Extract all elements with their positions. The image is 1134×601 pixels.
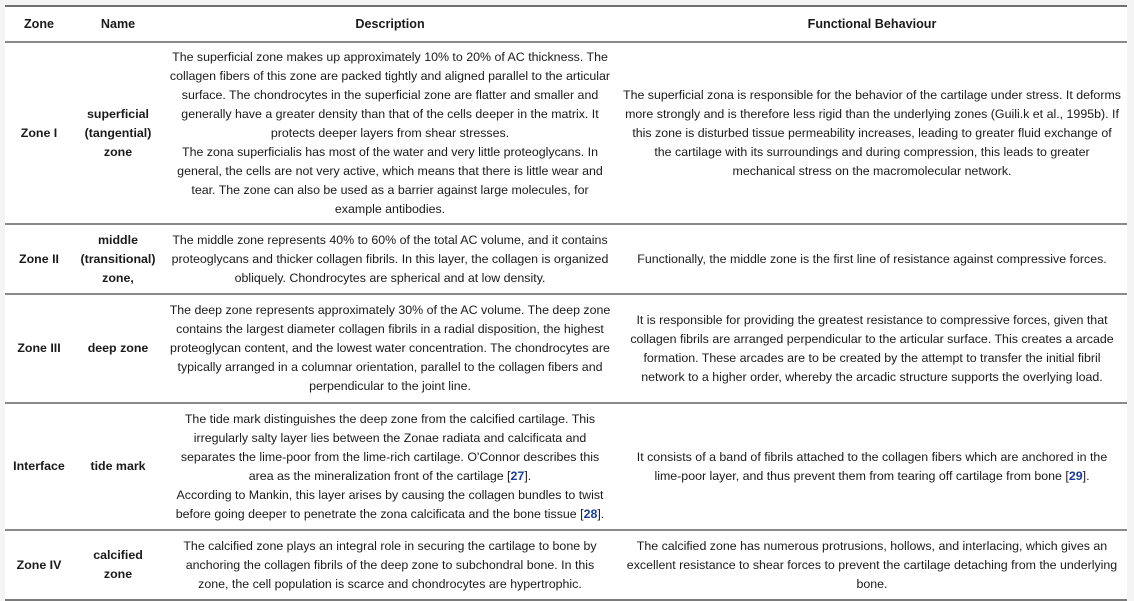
functional-cell bbox=[617, 530, 1127, 600]
table-body bbox=[5, 42, 1127, 600]
citation-bracket: ]. bbox=[597, 506, 605, 521]
citation-link-29[interactable]: 29 bbox=[1068, 468, 1083, 483]
description-paragraph: The calcified zone plays an integral role in securing the cartilage to bone by anchoring the collagen fibrils of the deep zone to subchondral bone. In this zone, the cell population is scarce and chondrocytes are hypertrophic. bbox=[183, 538, 597, 591]
name-cell: tide mark bbox=[73, 403, 163, 530]
citation-bracket: ]. bbox=[524, 468, 532, 483]
table-row-zone-ii bbox=[5, 224, 1127, 294]
name-cell: deep zone bbox=[73, 294, 163, 403]
cartilage-zones-table bbox=[5, 5, 1127, 601]
table-row-zone-i bbox=[5, 42, 1127, 224]
cartilage-zones-table-container bbox=[5, 5, 1127, 601]
functional-cell bbox=[617, 42, 1127, 224]
functional-text: Functionally, the middle zone is the first line of resistance against compressive forces. bbox=[637, 251, 1107, 266]
table-header bbox=[5, 6, 1127, 42]
functional-text: The superficial zona is responsible for the behavior of the cartilage under stress. It deforms more strongly and is therefore less rigid than the underlying zones (Guili.k et al., 1995b). If this zone is disturbed tissue permeability increases, leading to greater fluid exchange of the cartilage with its surroundings and during compression, this leads to greater mechanical stress on the macromolecular network. bbox=[623, 87, 1121, 178]
zone-cell: Interface bbox=[5, 403, 73, 530]
citation-link-27[interactable]: 27 bbox=[510, 468, 525, 483]
table-row-interface bbox=[5, 403, 1127, 530]
description-paragraph: The middle zone represents 40% to 60% of the total AC volume, and it contains proteoglycans and thicker collagen fibrils. In this layer, the collagen is organized obliquely. Chondrocytes are spherical and at low density. bbox=[171, 232, 609, 285]
description-paragraph: The deep zone represents approximately 30% of the AC volume. The deep zone contains the largest diameter collagen fibrils in a radial disposition, the highest proteoglycan content, and the lowest water concentration. The chondrocytes are typically arranged in a columnar orientation, parallel to the collagen fibers and perpendicular to the joint line. bbox=[169, 303, 611, 393]
description-paragraph bbox=[169, 486, 611, 524]
description-cell bbox=[163, 530, 617, 600]
citation-bracket: ]. bbox=[1082, 468, 1090, 483]
description-paragraph: The zona superficialis has most of the water and very little proteoglycans. In general, the cells are not very active, which means that there is little wear and tear. The zone can also be used as a barrier against large molecules, for example antibodies. bbox=[177, 144, 603, 216]
table-row-zone-iv bbox=[5, 530, 1127, 600]
zone-cell: Zone I bbox=[5, 42, 73, 224]
header-description: Description bbox=[163, 6, 617, 42]
zone-cell: Zone IV bbox=[5, 530, 73, 600]
table-row-zone-iii bbox=[5, 294, 1127, 403]
description-cell bbox=[163, 42, 617, 224]
name-cell: middle (transitional) zone, bbox=[73, 224, 163, 294]
description-cell bbox=[163, 403, 617, 530]
description-paragraph bbox=[169, 410, 611, 486]
name-cell: superficial (tangential) zone bbox=[73, 42, 163, 224]
description-cell bbox=[163, 224, 617, 294]
header-functional-behaviour: Functional Behaviour bbox=[617, 6, 1127, 42]
functional-text: It consists of a band of fibrils attached to the collagen fibers which are anchored in the lime-poor layer, and thus prevent them from tearing off cartilage from bone [ bbox=[636, 449, 1108, 483]
zone-cell: Zone III bbox=[5, 294, 73, 403]
header-name: Name bbox=[73, 6, 163, 42]
citation-link-28[interactable]: 28 bbox=[583, 506, 598, 521]
zone-cell: Zone II bbox=[5, 224, 73, 294]
functional-text: The calcified zone has numerous protrusions, hollows, and interlacing, which gives an excellent resistance to shear forces to prevent the cartilage detaching from the underlying bone. bbox=[626, 538, 1118, 591]
header-row bbox=[5, 6, 1127, 42]
functional-cell bbox=[617, 294, 1127, 403]
functional-cell bbox=[617, 224, 1127, 294]
functional-text: It is responsible for providing the greatest resistance to compressive forces, given that collagen fibrils are arranged perpendicular to the articular surface. This creates a arcade formation. These arcades are to be created by the attempt to transfer the initial fibril network to a higher order, whereby the arcadic structure supports the overlying load. bbox=[630, 312, 1114, 384]
description-text: According to Mankin, this layer arises by causing the collagen bundles to twist before going deeper to penetrate the zona calcificata and the bone tissue [ bbox=[175, 487, 604, 521]
header-zone: Zone bbox=[5, 6, 73, 42]
name-cell: calcified zone bbox=[73, 530, 163, 600]
functional-cell bbox=[617, 403, 1127, 530]
description-cell bbox=[163, 294, 617, 403]
description-text: The tide mark distinguishes the deep zone from the calcified cartilage. This irregularly salty layer lies between the Zonae radiata and calcificata and separates the lime-poor from the lime-rich cartilage. O'Connor describes this area as the mineralization front of the cartilage [ bbox=[180, 411, 600, 483]
description-paragraph: The superficial zone makes up approximately 10% to 20% of AC thickness. The collagen fibers of this zone are packed tightly and aligned parallel to the articular surface. The chondrocytes in the superficial zone are flatter and smaller and generally have a greater density than that of the cells deeper in the matrix. It protects deeper layers from shear stresses. bbox=[169, 49, 611, 140]
